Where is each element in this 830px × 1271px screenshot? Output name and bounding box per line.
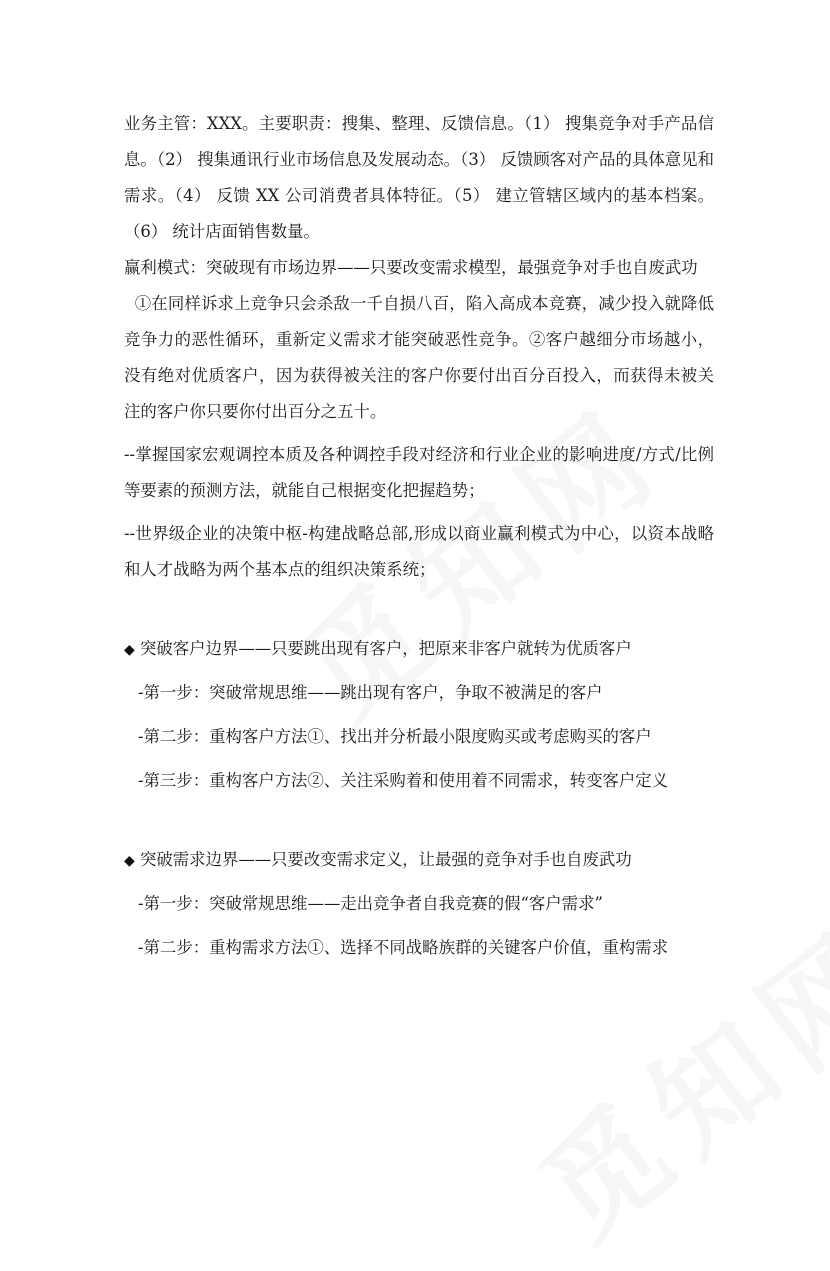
diamond-bullet-icon: ◆ <box>124 853 135 869</box>
diamond-bullet-icon: ◆ <box>124 642 135 658</box>
bullet-decision: --世界级企业的决策中枢-构建战略总部,形成以商业赢利模式为中心，以资本战略和人才战略为两个基本点的组织决策系统； <box>124 524 714 579</box>
customer-step-2: -第二步：重构客户方法①、找出并分析最小限度购买或考虑购买的客户 <box>138 727 652 746</box>
spacer <box>124 755 714 763</box>
section-demand <box>124 842 714 966</box>
profit-model-detail: ①在同样诉求上竞争只会杀敌一千自损八百，陷入高成本竞赛，减少投入就降低竞争力的恶性循环，重新定义需求才能突破恶性竞争。②客户越细分市场越小，没有绝对优质客户，因为获得被关注的客户你要付出百分百投入，而获得未被关注的客户你只要你付出百分之五十。 <box>124 294 714 421</box>
demand-step-1: -第一步：突破常规思维——走出竞争者自我竞赛的假“客户需求” <box>138 894 603 913</box>
intro-paragraph: 业务主管：XXX。主要职责：搜集、整理、反馈信息。（1） 搜集竞争对手产品信息。（2） 搜集通讯行业市场信息及发展动态。（3） 反馈顾客对产品的具体意见和需求。（4） 反馈 XX 公司消费者具体特征。（5） 建立管辖区域内的基本档案。（6） 统计店面销售数量。 <box>124 114 714 241</box>
spacer <box>124 878 714 886</box>
section-customer-heading <box>124 631 714 667</box>
spacer <box>124 509 714 516</box>
demand-step-2: -第二步：重构需求方法①、选择不同战略族群的关键客户价值，重构需求 <box>138 938 669 957</box>
customer-step-3: -第三步：重构客户方法②、关注采购着和使用着不同需求，转变客户定义 <box>138 771 669 790</box>
spacer <box>124 711 714 719</box>
section-spacer <box>124 588 714 631</box>
spacer <box>124 430 714 437</box>
bullet-macro: --掌握国家宏观调控本质及各种调控手段对经济和行业企业的影响进度/方式/比例等要素的预测方法，就能自己根据变化把握趋势； <box>124 445 714 500</box>
profit-model-line: 赢利模式：突破现有市场边界——只要改变需求模型，最强竞争对手也自废武功 <box>124 258 698 277</box>
spacer <box>124 667 714 675</box>
spacer <box>124 922 714 930</box>
customer-step-1: -第一步：突破常规思维——跳出现有客户，争取不被满足的客户 <box>138 683 603 702</box>
document-body <box>124 106 714 966</box>
section-demand-heading <box>124 842 714 878</box>
section-customer <box>124 631 714 799</box>
section-customer-title: 突破客户边界——只要跳出现有客户，把原来非客户就转为优质客户 <box>140 639 632 658</box>
section-demand-title: 突破需求边界——只要改变需求定义，让最强的竞争对手也自废武功 <box>140 850 632 869</box>
section-spacer <box>124 799 714 842</box>
